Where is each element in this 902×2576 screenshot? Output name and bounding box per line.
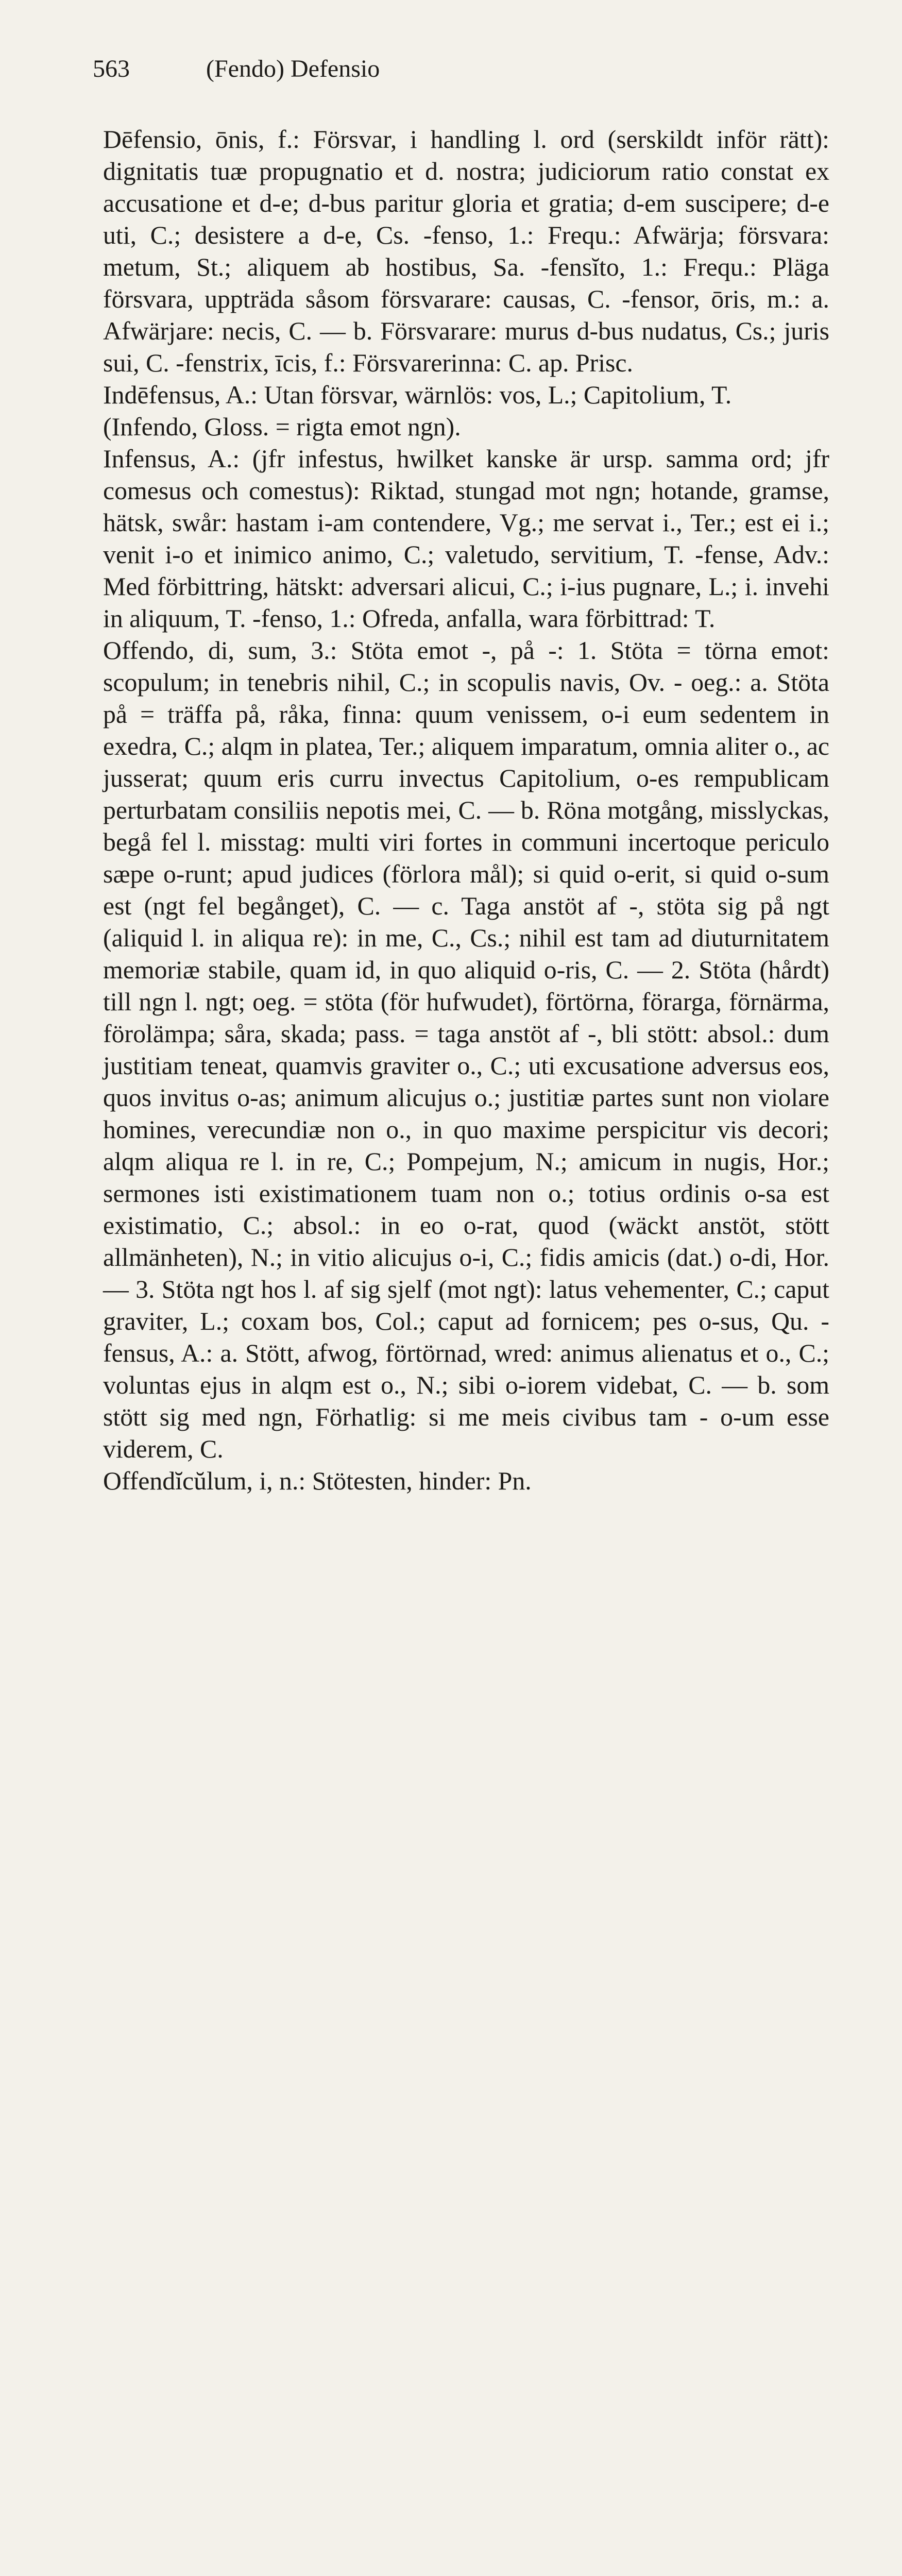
entry-infensus xyxy=(103,443,829,635)
entry-text: Dēfensio, ōnis, f.: Försvar, i handling l. ord (serskildt inför rätt): dignitatis tuæ propugnatio et d. nostra; judiciorum ratio constat ex accusatione et d-e; d-bus paritur gloria et gratia; d-em suscipere; d-e uti, C.; desistere a d-e, Cs. -fenso, 1.: Frequ.: Afwärja; försvara: metum, St.; aliquem ab hostibus, Sa. -fensĭto, 1.: Frequ.: Pläga försvara, uppträda såsom försvarare: causas, C. -fensor, ōris, m.: a. Afwärjare: necis, C. — b. Försvarare: murus d-bus nudatus, Cs.; juris sui, C. -fenstrix, īcis, f.: Försvarerinna: C. ap. Prisc. xyxy=(103,125,829,377)
entry-defensio xyxy=(103,124,829,379)
dictionary-column xyxy=(103,124,829,1497)
page-number: 563 xyxy=(93,55,130,82)
entry-offendiculum xyxy=(103,1465,829,1497)
entry-infendo xyxy=(103,411,829,443)
entry-text: Infensus, A.: (jfr infestus, hwilket kanske är ursp. samma ord; jfr comesus och comestus): Riktad, stungad mot ngn; hotande, gramse, hätsk, swår: hastam i-am contendere, Vg.; me servat i., Ter.; est ei i.; venit i-o et inimico animo, C.; valetudo, servitium, T. -fense, Adv.: Med förbittring, hätskt: adversari alicui, C.; i-ius pugnare, L.; i. invehi in aliquum, T. -fenso, 1.: Ofreda, anfalla, wara förbittrad: T. xyxy=(103,445,829,633)
running-title: (Fendo) Defensio xyxy=(206,55,380,82)
page-header xyxy=(93,54,824,84)
entry-text: Indēfensus, A.: Utan försvar, wärnlös: vos, L.; Capitolium, T. xyxy=(103,381,732,409)
entry-text: Offendo, di, sum, 3.: Stöta emot -, på -: 1. Stöta = törna emot: scopulum; in tenebris nihil, C.; in scopulis navis, Ov. - oeg.: a. Stöta på = träffa på, råka, finna: quum venissem, o-i eum sedentem in exedra, C.; alqm in platea, Ter.; aliquem imparatum, omnia aliter o., ac jusserat; quum eris curru invectus Capitolium, o-es rempublicam perturbatam consiliis nepotis mei, C. — b. Röna motgång, misslyckas, begå fel l. misstag: multi viri fortes in communi incertoque periculo sæpe o-runt; apud judices (förlora mål); si quid o-erit, si quid o-sum est (ngt fel begånget), C. — c. Taga anstöt af -, stöta sig på ngt (aliquid l. in aliqua re): in me, C., Cs.; nihil est tam ad diuturnitatem memoriæ stabile, quam id, in quo aliquid o-ris, C. — 2. Stöta (hårdt) till ngn l. ngt; oeg. = stöta (för hufwudet), förtörna, förarga, förnärma, förolämpa; såra, skada; pass. = taga anstöt af -, bli stött: absol.: dum justitiam teneat, quamvis graviter o., C.; uti excusatione adversus eos, quos invitus o-as; animum alicujus o.; justitiæ partes sunt non violare homines, verecundiæ non o., in quo maxime perspicitur vis decori; alqm aliqua re l. in re, C.; Pompejum, N.; amicum in nugis, Hor.; sermones isti existimationem tuam non o.; totius ordinis o-sa est existimatio, C.; absol.: in eo o-rat, quod (wäckt anstöt, stött allmänheten), N.; in vitio alicujus o-i, C.; fidis amicis (dat.) o-di, Hor. — 3. Stöta ngt hos l. af sig sjelf (mot ngt): latus vehementer, C.; caput graviter, L.; coxam bos, Col.; caput ad fornicem; pes o-sus, Qu. -fensus, A.: a. Stött, afwog, förtörnad, wred: animus alienatus et o., C.; voluntas ejus in alqm est o., N.; sibi o-iorem videbat, C. — b. som stött sig med ngn, Förhatlig: si me meis civibus tam - o-um esse viderem, C. xyxy=(103,636,829,1463)
entry-indefensus xyxy=(103,379,829,411)
entry-offendo xyxy=(103,635,829,1465)
entry-text: (Infendo, Gloss. = rigta emot ngn). xyxy=(103,413,461,441)
entry-text: Offendĭcŭlum, i, n.: Stötesten, hinder: Pn. xyxy=(103,1467,532,1495)
